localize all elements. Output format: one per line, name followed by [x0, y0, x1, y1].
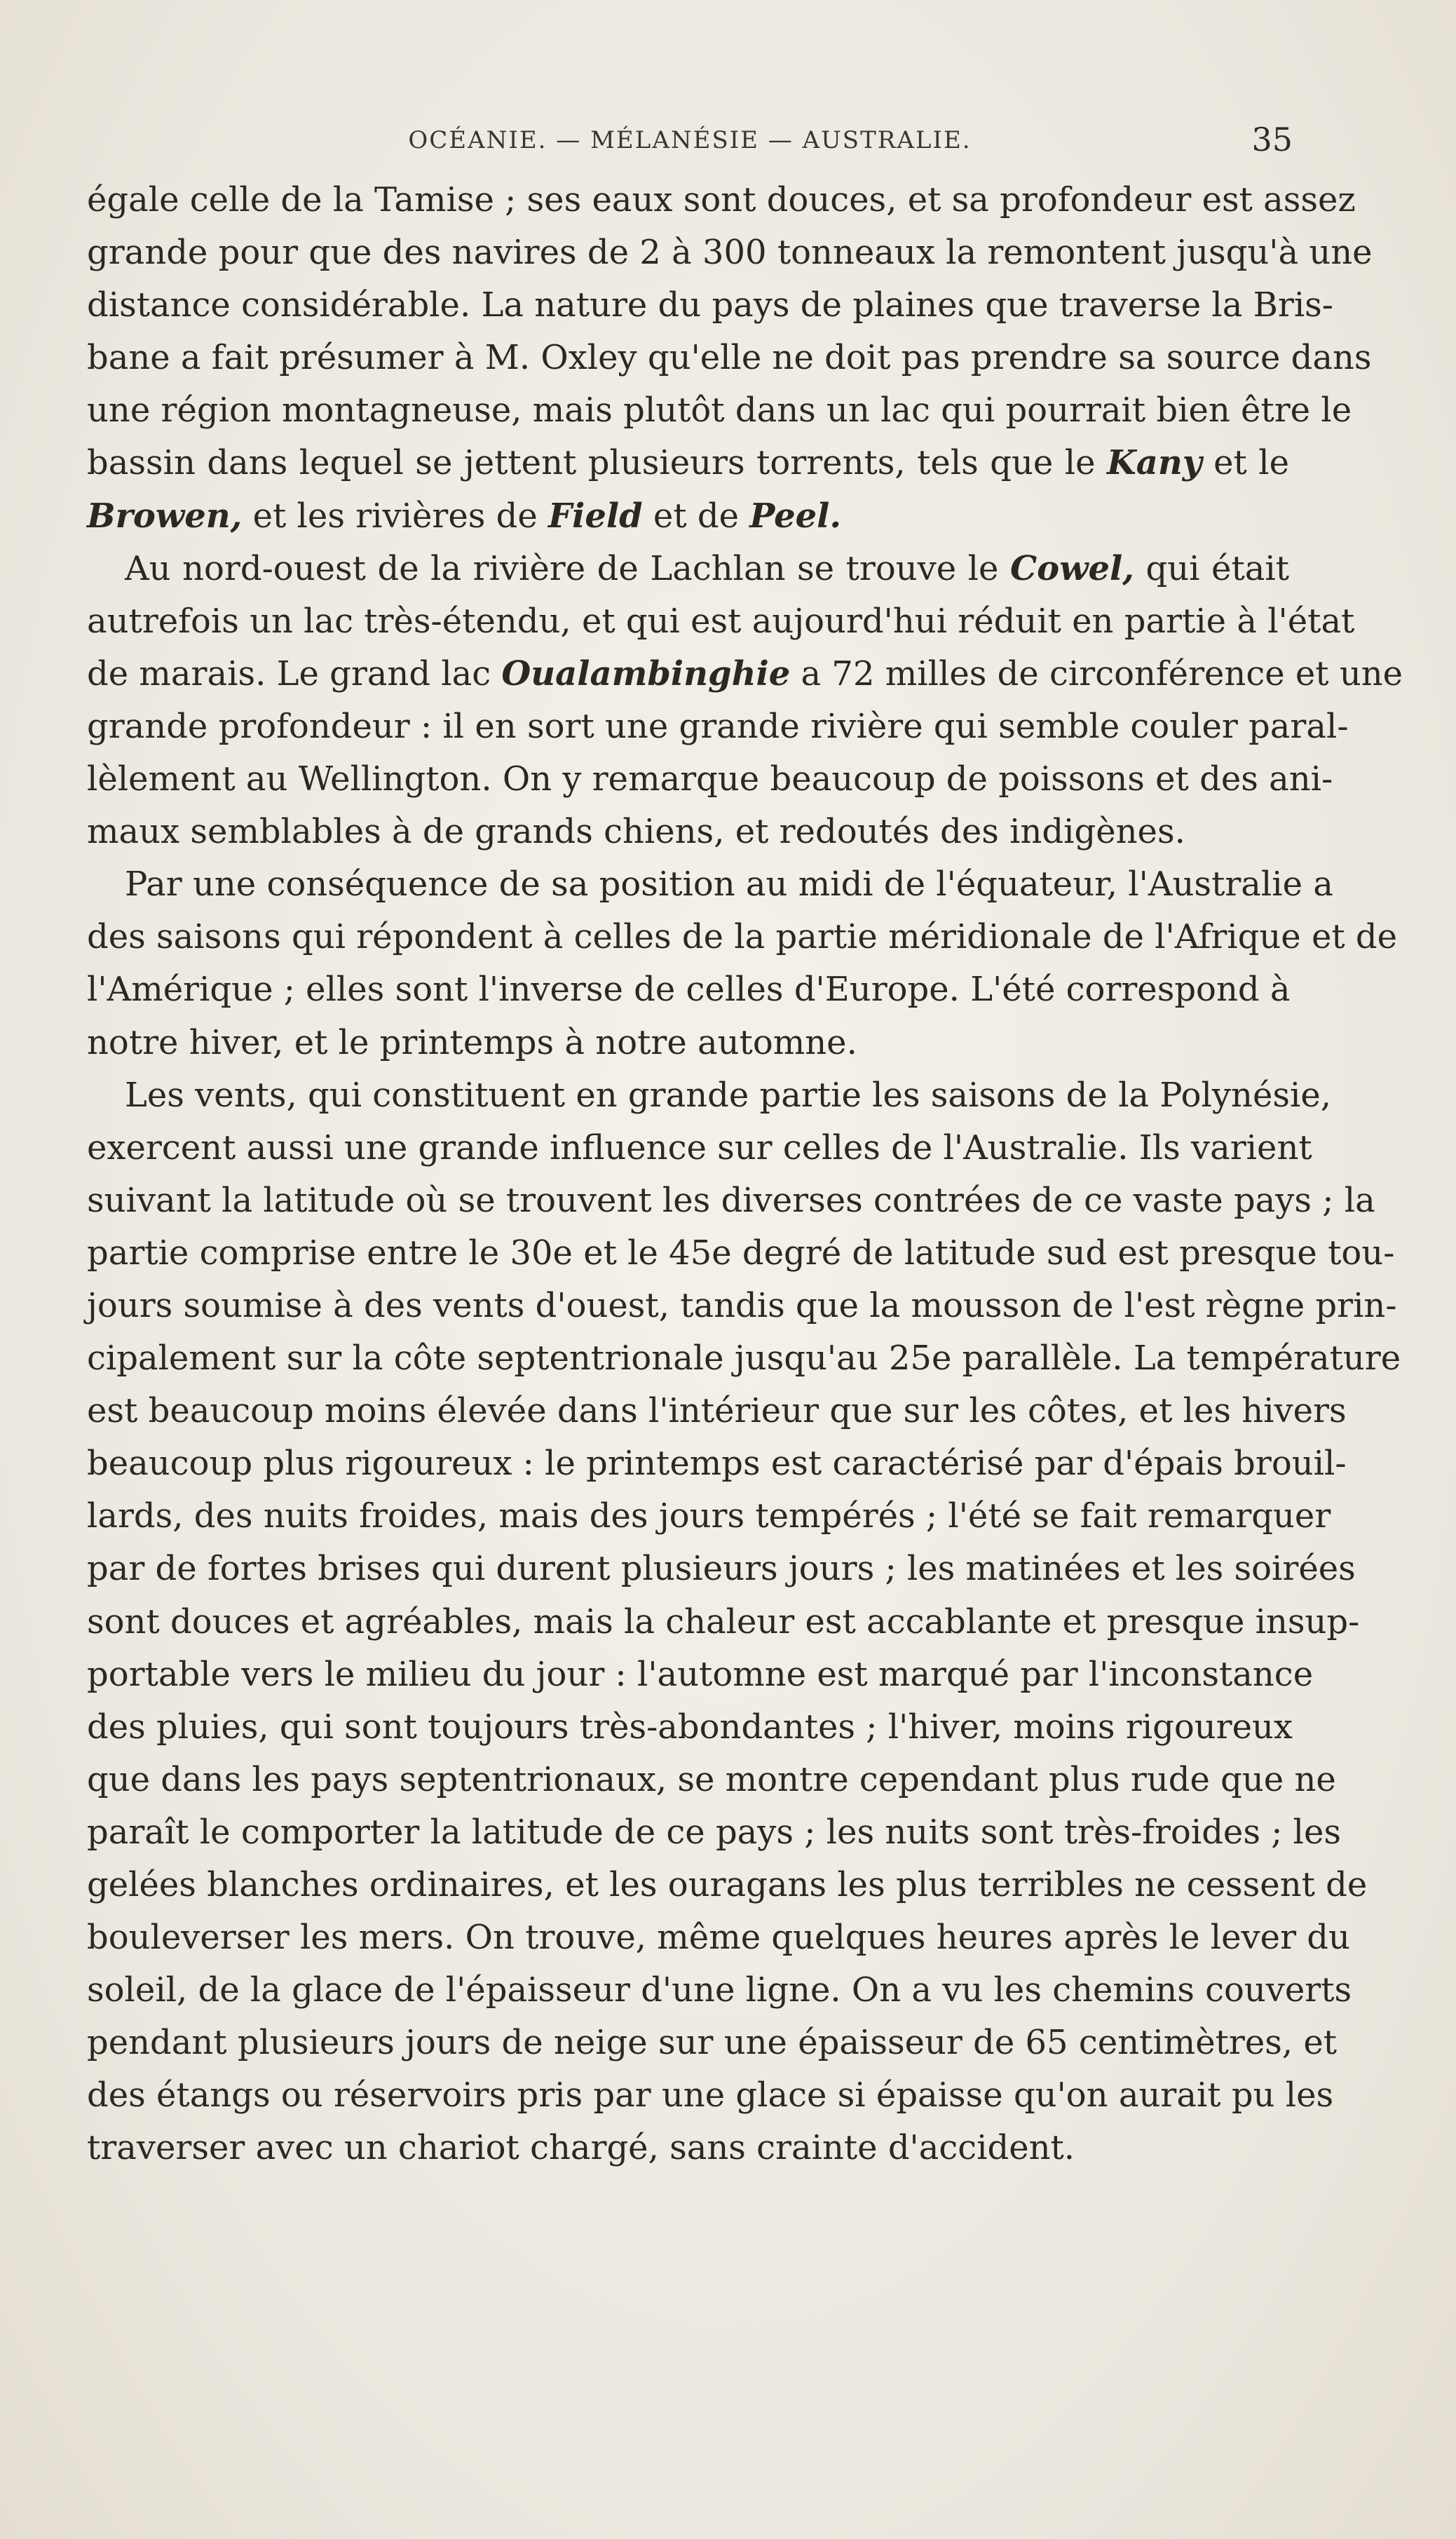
text-line — [87, 858, 1333, 911]
text-segment: notre hiver, et le printemps à notre automne. — [87, 1022, 857, 1062]
italic-term: Oualambinghie — [501, 654, 791, 693]
text-line — [87, 911, 1398, 963]
text-line — [87, 1754, 1336, 1806]
text-line — [87, 1911, 1350, 1964]
text-line — [87, 1964, 1352, 2017]
text-segment: une région montagneuse, mais plutôt dans un lac qui pourrait bien être le — [87, 391, 1352, 431]
body-text — [87, 174, 1403, 2175]
text-segment: bassin dans lequel se jettent plusieurs torrents, tels que le — [87, 443, 1108, 483]
text-line — [87, 1017, 1289, 1069]
text-segment: bane a fait présumer à M. Oxley qu'elle ne doit pas prendre sa source dans — [87, 338, 1372, 378]
text-segment: et le — [1202, 443, 1290, 483]
text-segment: grande pour que des navires de 2 à 300 tonneaux la remontent jusqu'à une — [87, 233, 1373, 273]
text-line — [87, 753, 1333, 806]
text-segment: cipalement sur la côte septentrionale jusqu'au 25e parallèle. La température — [87, 1339, 1401, 1379]
text-segment: et de — [642, 496, 750, 536]
text-segment: est beaucoup moins élevée dans l'intérieur que sur les côtes, et les hivers — [87, 1391, 1347, 1431]
text-segment: l'Amérique ; elles sont l'inverse de celles d'Europe. L'été correspond à — [87, 970, 1291, 1010]
text-segment: qui était — [1134, 548, 1289, 588]
text-segment: Par une conséquence de sa position au midi de l'équateur, l'Australie a — [125, 865, 1333, 905]
text-line — [87, 1437, 1347, 1490]
running-title: OCÉANIE. — MÉLANÉSIE — AUSTRALIE. — [408, 126, 972, 154]
text-segment: des étangs ou réservoirs pris par une glace si épaisse qu'on aurait pu les — [87, 2076, 1334, 2115]
text-line — [87, 174, 1356, 226]
text-line — [87, 2069, 1334, 2122]
text-line — [87, 1385, 1347, 1437]
text-line — [87, 2122, 1289, 2174]
text-segment: de marais. Le grand lac — [87, 654, 502, 693]
text-segment: des saisons qui répondent à celles de la partie méridionale de l'Afrique et de — [87, 917, 1398, 957]
text-segment: portable vers le milieu du jour : l'automne est marqué par l'inconstance — [87, 1654, 1314, 1694]
text-segment: maux semblables à de grands chiens, et redoutés des indigènes. — [87, 812, 1185, 852]
text-segment: traverser avec un chariot chargé, sans crainte d'accident. — [87, 2128, 1075, 2168]
text-line — [87, 226, 1373, 279]
italic-term: Kany — [1107, 443, 1202, 483]
page-header — [87, 121, 1293, 175]
text-segment: distance considérable. La nature du pays de plaines que traverse la Bris- — [87, 285, 1334, 325]
text-line — [87, 1596, 1360, 1648]
text-segment: lèlement au Wellington. On y remarque beaucoup de poissons et des ani- — [87, 759, 1333, 799]
text-segment: grande profondeur : il en sort une grande rivière qui semble couler paral- — [87, 706, 1349, 746]
text-segment: gelées blanches ordinaires, et les ouragans les plus terribles ne cessent de — [87, 1865, 1368, 1904]
text-segment: égale celle de la Tamise ; ses eaux sont douces, et sa profondeur est assez — [87, 180, 1356, 219]
text-segment: paraît le comporter la latitude de ce pays ; les nuits sont très-froides ; les — [87, 1812, 1342, 1852]
text-segment: lards, des nuits froides, mais des jours tempérés ; l'été se fait remarquer — [87, 1496, 1331, 1536]
text-line — [87, 648, 1403, 700]
text-line — [87, 1648, 1314, 1701]
text-line — [87, 1174, 1375, 1227]
text-segment: suivant la latitude où se trouvent les diverses contrées de ce vaste pays ; la — [87, 1180, 1375, 1220]
text-line — [87, 490, 1289, 543]
text-segment: autrefois un lac très-étendu, et qui est aujourd'hui réduit en partie à l'état — [87, 601, 1355, 641]
text-line — [87, 1227, 1395, 1280]
text-line — [87, 1280, 1397, 1332]
text-line — [87, 1806, 1342, 1859]
text-segment: et les rivières de — [242, 496, 549, 536]
text-segment: Au nord-ouest de la rivière de Lachlan se trouve le — [125, 548, 1010, 588]
text-segment: par de fortes brises qui durent plusieurs jours ; les matinées et les soirées — [87, 1549, 1356, 1589]
text-line — [87, 595, 1355, 648]
text-line — [87, 963, 1289, 1016]
text-line — [87, 1859, 1368, 1911]
text-line — [87, 384, 1352, 437]
italic-term: Browen, — [87, 496, 243, 536]
text-line — [87, 2017, 1338, 2069]
page-number: 35 — [1251, 121, 1293, 158]
text-line — [87, 437, 1289, 489]
text-line — [87, 1490, 1331, 1543]
text-segment: que dans les pays septentrionaux, se montre cependant plus rude que ne — [87, 1759, 1336, 1799]
text-line — [87, 1332, 1401, 1385]
italic-term: Cowel, — [1009, 548, 1134, 588]
text-segment: beaucoup plus rigoureux : le printemps est caractérisé par d'épais brouil- — [87, 1444, 1347, 1484]
text-line — [87, 279, 1334, 332]
text-line — [87, 1069, 1331, 1122]
italic-term: Peel. — [749, 496, 842, 536]
text-line — [87, 1543, 1356, 1595]
text-segment: jours soumise à des vents d'ouest, tandis que la mousson de l'est règne prin- — [87, 1285, 1397, 1325]
text-segment: pendant plusieurs jours de neige sur une épaisseur de 65 centimètres, et — [87, 2023, 1338, 2063]
text-segment: exercent aussi une grande influence sur celles de l'Australie. Ils varient — [87, 1128, 1312, 1167]
text-line — [87, 543, 1289, 595]
text-segment: soleil, de la glace de l'épaisseur d'une ligne. On a vu les chemins couverts — [87, 1970, 1352, 2010]
text-line — [87, 806, 1289, 858]
italic-term: Field — [548, 496, 643, 536]
text-segment: sont douces et agréables, mais la chaleur est accablante et presque insup- — [87, 1602, 1360, 1641]
text-segment: Les vents, qui constituent en grande partie les saisons de la Polynésie, — [125, 1075, 1331, 1115]
text-line — [87, 700, 1349, 753]
text-line — [87, 1701, 1293, 1754]
text-segment: partie comprise entre le 30e et le 45e degré de latitude sud est presque tou- — [87, 1233, 1395, 1273]
text-segment: bouleverser les mers. On trouve, même quelques heures après le lever du — [87, 1918, 1350, 1958]
text-line — [87, 332, 1372, 384]
text-segment: a 72 milles de circonférence et une — [790, 654, 1403, 693]
text-line — [87, 1122, 1312, 1174]
text-segment: des pluies, qui sont toujours très-abondantes ; l'hiver, moins rigoureux — [87, 1707, 1293, 1747]
